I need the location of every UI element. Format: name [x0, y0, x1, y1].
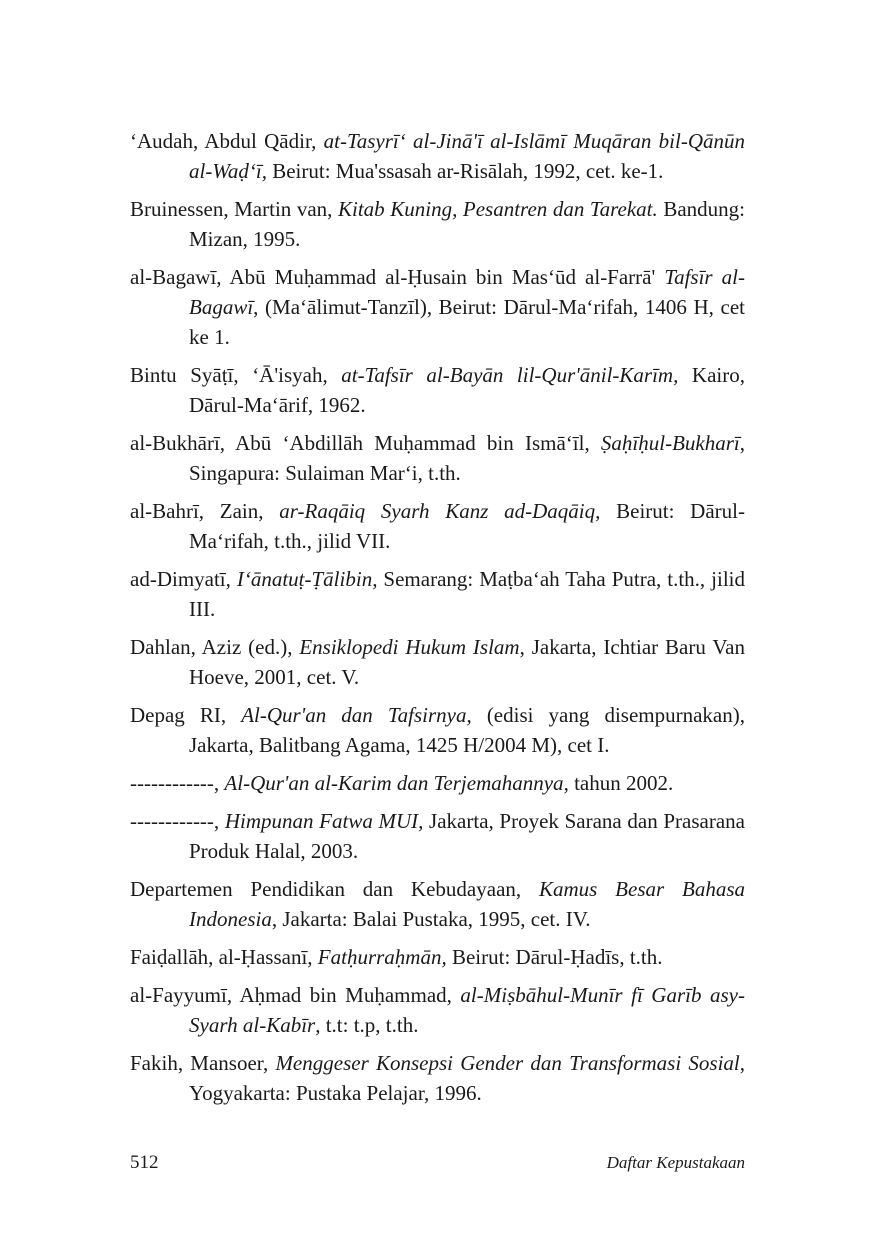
bibliography-entry: al-Fayyumī, Aḥmad bin Muḥammad, al-Miṣbāhul-Munīr fī Garīb asy-Syarh al-Kabīr, t.t: t.p, t.th. — [130, 983, 745, 1037]
entry-title: at-Tafsīr al-Bayān lil-Qur'ānil-Karīm, — [341, 363, 679, 387]
bibliography-entry: Bintu Syāṭī, ‘Ā'isyah, at-Tafsīr al-Bayān lil-Qur'ānil-Karīm, Kairo, Dārul-Ma‘ārif, 1962. — [130, 363, 745, 417]
entry-title: Al-Qur'an al-Karim dan Terjemahannya — [224, 771, 564, 795]
entry-title: al-Miṣbāhul-Munīr fī Garīb asy-Syarh al-Kabīr — [189, 983, 745, 1037]
bibliography-entry: Depag RI, Al-Qur'an dan Tafsirnya, (edisi yang disempurnakan), Jakarta, Balitbang Agama, 1425 H/2004 M), cet I. — [130, 703, 745, 757]
bibliography-entry: al-Bagawī, Abū Muḥammad al-Ḥusain bin Mas‘ūd al-Farrā' Tafsīr al-Bagawī, (Ma‘ālimut-Tanzīl), Beirut: Dārul-Ma‘rifah, 1406 H, cet ke 1. — [130, 265, 745, 349]
entry-title: Kamus Besar Bahasa Indonesia — [189, 877, 745, 931]
entry-title: ar-Raqāiq Syarh Kanz ad-Daqāiq, — [279, 499, 601, 523]
bibliography-entry: Fakih, Mansoer, Menggeser Konsepsi Gender dan Transformasi Sosial, Yogyakarta: Pustaka Pelajar, 1996. — [130, 1051, 745, 1105]
bibliography-entry: ‘Audah, Abdul Qādir, at-Tasyrī‘ al-Jinā'ī al-Islāmī Muqāran bil-Qānūn al-Waḍ‘ī, Beirut: Mua'ssasah ar-Risālah, 1992, cet. ke-1. — [130, 129, 746, 183]
entry-title: Himpunan Fatwa MUI, — [224, 809, 424, 833]
bibliography-entry: ad-Dimyatī, I‘ānatuṭ-Ṭālibin, Semarang: Maṭba‘ah Taha Putra, t.th., jilid III. — [130, 567, 745, 621]
bibliography-entry: Departemen Pendidikan dan Kebudayaan, Kamus Besar Bahasa Indonesia, Jakarta: Balai Pustaka, 1995, cet. IV. — [130, 877, 745, 931]
running-title: Daftar Kepustakaan — [606, 1153, 745, 1172]
entry-title: Kitab Kuning, Pesantren dan Tarekat. — [338, 197, 658, 221]
bibliography-entry: ------------, Al-Qur'an al-Karim dan Terjemahannya, tahun 2002. — [130, 771, 674, 795]
entry-title: I‘ānatuṭ-Ṭālibin, — [236, 567, 378, 591]
entry-title: Menggeser Konsepsi Gender dan Transformasi Sosial — [275, 1051, 740, 1075]
page-number: 512 — [130, 1152, 159, 1173]
page-footer — [130, 1152, 745, 1174]
entry-title: Fatḥurraḥmān, — [317, 945, 447, 969]
entry-title: at-Tasyrī‘ al-Jinā'ī al-Islāmī Muqāran bil-Qānūn al-Waḍ‘ī, — [189, 129, 746, 183]
entry-title: Ensiklopedi Hukum Islam — [299, 635, 520, 659]
bibliography-entry: Dahlan, Aziz (ed.), Ensiklopedi Hukum Islam, Jakarta, Ichtiar Baru Van Hoeve, 2001, cet. V. — [130, 635, 746, 689]
entry-title: Ṣaḥīḥul-Bukharī — [600, 431, 740, 455]
bibliography-entry: al-Bahrī, Zain, ar-Raqāiq Syarh Kanz ad-Daqāiq, Beirut: Dārul-Ma‘rifah, t.th., jilid VII. — [130, 499, 745, 553]
bibliography-entry: al-Bukhārī, Abū ‘Abdillāh Muḥammad bin Ismā‘īl, Ṣaḥīḥul-Bukharī, Singapura: Sulaiman Mar‘i, t.th. — [130, 431, 745, 485]
bibliography-entry: Faiḍallāh, al-Ḥassanī, Fatḥurraḥmān, Beirut: Dārul-Ḥadīs, t.th. — [130, 945, 663, 969]
entry-title: Tafsīr al-Bagawī — [189, 265, 745, 319]
bibliography-list — [130, 126, 745, 1116]
bibliography-entry: Bruinessen, Martin van, Kitab Kuning, Pesantren dan Tarekat. Bandung: Mizan, 1995. — [130, 197, 745, 251]
bibliography-entry: ------------, Himpunan Fatwa MUI, Jakarta, Proyek Sarana dan Prasarana Produk Halal, 2003. — [130, 809, 745, 863]
entry-title: Al-Qur'an dan Tafsirnya, — [241, 703, 472, 727]
